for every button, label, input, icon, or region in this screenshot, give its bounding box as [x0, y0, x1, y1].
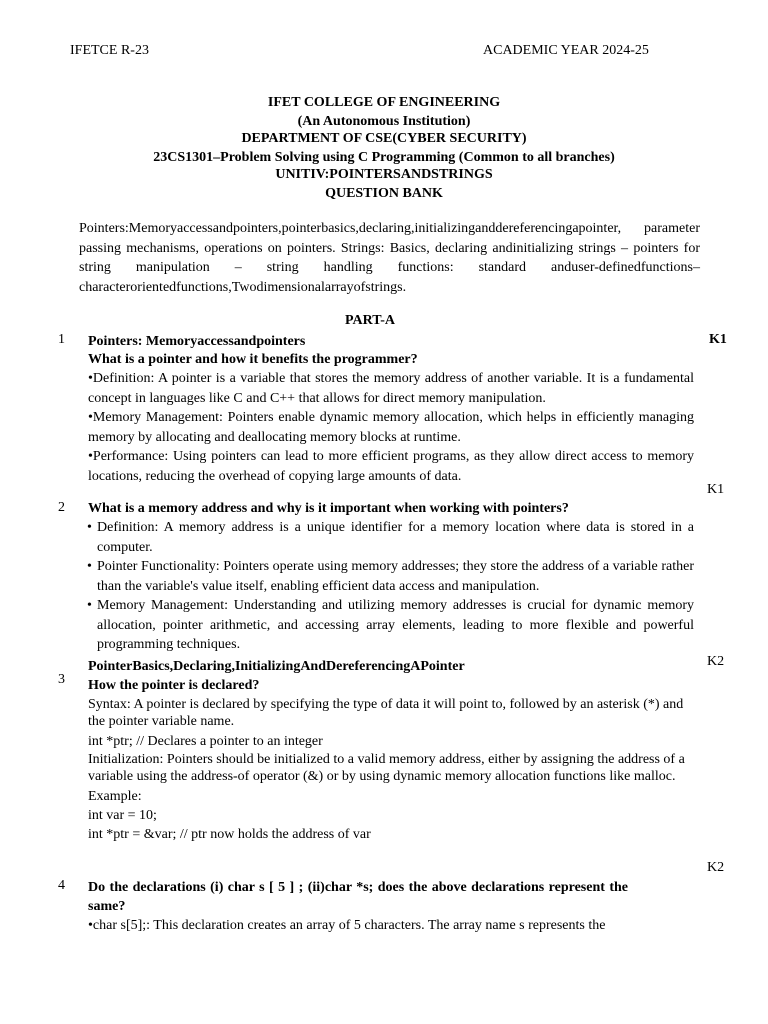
answer-list: [88, 518, 694, 655]
header-left: IFETCE R-23: [70, 43, 149, 58]
unit-title: UNITIV:POINTERSANDSTRINGS: [275, 167, 493, 182]
answer-paragraph: •char s[5];: This declaration creates an array of 5 characters. The array name s represents the: [88, 918, 606, 933]
list-item: • Pointer Functionality: Pointers operate using memory addresses; they store the address of a variable rather than the variable's value itself, enabling efficient data access and manipulation.: [88, 557, 694, 596]
answer-paragraph: •Memory Management: Pointers enable dynamic memory allocation, which helps in efficiently managing memory by allocating and deallocating memory blocks at runtime.: [88, 410, 694, 445]
list-item: • Definition: A memory address is a unique identifier for a memory location where data is stored in a computer.: [88, 518, 694, 557]
institution-status: (An Autonomous Institution): [297, 114, 471, 129]
question-1-block: [88, 332, 694, 486]
document-title: QUESTION BANK: [325, 186, 443, 201]
code-line: int *ptr = &var; // ptr now holds the address of var: [88, 827, 371, 842]
question-number: 3: [58, 672, 65, 687]
question-text: What is a pointer and how it benefits the programmer?: [88, 352, 418, 367]
question-number: 4: [58, 878, 65, 893]
header-right: ACADEMIC YEAR 2024-25: [483, 43, 649, 58]
question-3-block: [88, 657, 694, 844]
department-name: DEPARTMENT OF CSE(CYBER SECURITY): [241, 131, 527, 146]
college-name: IFET COLLEGE OF ENGINEERING: [267, 95, 501, 110]
topic-heading: Pointers: Memoryaccessandpointers: [88, 334, 306, 349]
topic-heading: PointerBasics,Declaring,InitializingAndDereferencingAPointer: [88, 659, 465, 674]
example-label: Example:: [88, 789, 142, 804]
code-line: int *ptr; // Declares a pointer to an integer: [88, 734, 323, 749]
knowledge-level: K2: [707, 654, 725, 669]
answer-paragraph: •Definition: A pointer is a variable that stores the memory address of another variable. It is a fundamental concept in languages like C and C++ that allows for direct memory manipulation.: [88, 371, 694, 406]
course-title: 23CS1301–Problem Solving using C Programming (Common to all branches): [153, 150, 615, 165]
question-text: What is a memory address and why is it important when working with pointers?: [88, 501, 569, 516]
list-item: • Memory Management: Understanding and utilizing memory addresses is crucial for dynamic memory allocation, pointer arithmetic, and accessing array elements, leading to more flexible and powerful programming techniques.: [88, 596, 694, 655]
question-text: How the pointer is declared?: [88, 678, 260, 693]
question-number: 2: [58, 500, 65, 515]
syllabus-paragraph: Pointers:Memoryaccessandpointers,pointerbasics,declaring,initializinganddereferencingapointer, parameter passing mechanisms, operations on pointers. Strings: Basics, declaring andinitializing strings – pointers for string manipulation – string handling functions: standard anduser-definedfunctions– characterorientedfunctions,Twodimensionalarrayofstrings.: [79, 221, 700, 295]
knowledge-level: K1: [709, 332, 727, 347]
answer-paragraph: •Performance: Using pointers can lead to more efficient programs, as they allow direct access to memory locations, reducing the overhead of copying large amounts of data.: [88, 449, 694, 484]
knowledge-level: K1: [707, 482, 725, 497]
knowledge-level: K2: [707, 860, 725, 875]
code-line: int var = 10;: [88, 808, 157, 823]
question-text: Do the declarations (i) char s [ 5 ] ; (ii)char *s; does the above declarations represent the same?: [88, 880, 628, 914]
question-4-block: [88, 878, 694, 936]
initialization-paragraph: Initialization: Pointers should be initialized to a valid memory address, either by assigning the address of a variable using the address-of operator (&) or by using dynamic memory allocation functions like malloc.: [88, 752, 685, 784]
syntax-paragraph: Syntax: A pointer is declared by specifying the type of data it will point to, followed by an asterisk (*) and the pointer variable name.: [88, 697, 684, 729]
question-number: 1: [58, 332, 65, 347]
part-heading: PART-A: [344, 313, 396, 328]
question-2-block: [88, 500, 694, 655]
